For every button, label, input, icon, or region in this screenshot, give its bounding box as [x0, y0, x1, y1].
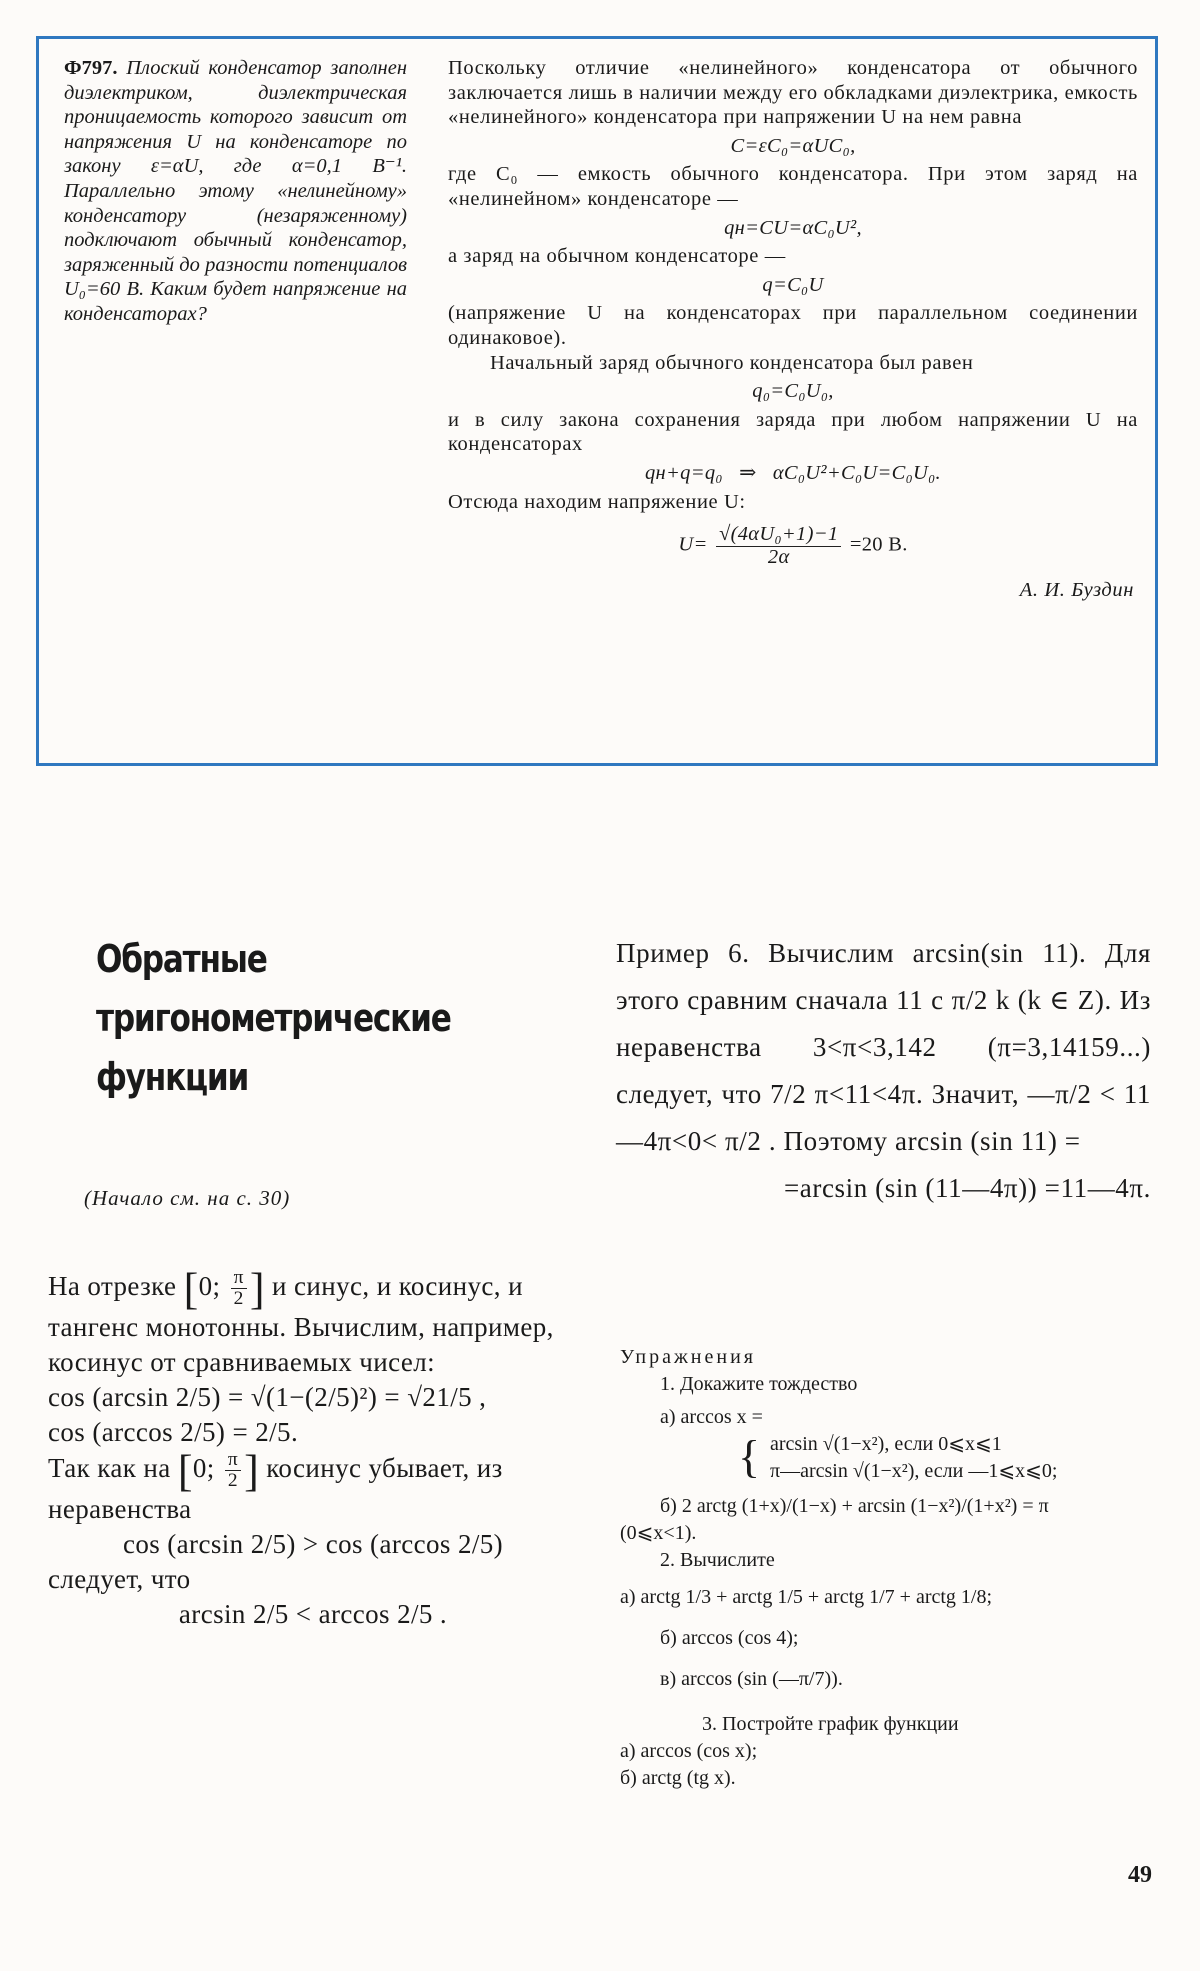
equation: C=εC₀=αUC₀,: [730, 134, 856, 157]
exercise: 2. Вычислите: [660, 1549, 775, 1571]
left-column: [48, 1264, 578, 1632]
cases: { arcsin √(1−x²), если 0⩽x⩽1 π—arcsin √(1−x²), если —1⩽x⩽0;: [620, 1431, 1165, 1485]
equation: qн+q=q₀ ⇒ αC₀U²+C₀U=C₀U₀.: [645, 461, 941, 484]
text: На отрезке: [48, 1271, 177, 1302]
exercise-item: а) arccos x =: [660, 1406, 763, 1428]
exercise-item: б) arctg (tg x).: [620, 1767, 736, 1789]
continuation-note: (Начало см. на с. 30): [84, 1186, 291, 1210]
problem-number: Ф797.: [64, 57, 118, 79]
example-result: =arcsin (sin (11—4π)) =11—4π.: [783, 1173, 1151, 1203]
exercise-item: а) arctg 1/3 + arctg 1/5 + arctg 1/7 + arctg 1/8;: [620, 1586, 993, 1608]
title-line: Обратные: [96, 937, 267, 981]
problem-text: Плоский конденсатор заполнен диэлектриком, диэлектрическая проницаемость которого зависит от напряжения U на конденсаторе по закону ε=αU, где α=0,1 В⁻¹. Параллельно этому «нелинейному» конденсатору (незаряженному) подключают обычный конденсатор, заряженный до разности потенциалов U₀=60 В. Каким будет напряжение на конденсаторах?: [64, 57, 408, 325]
solution-paragraph: Отсюда находим напряжение U:: [448, 490, 746, 513]
interval: [0; $\frac{\pi}{2}$ ]: [183, 1264, 265, 1314]
exercise-item: в) arccos (sin (—π/7)).: [660, 1668, 843, 1690]
case: π—arcsin √(1−x²), если —1⩽x⩽0;: [770, 1460, 1058, 1482]
fraction-numerator: √(4αU₀+1)−1: [716, 524, 841, 547]
exercise-item: а) arccos (cos x);: [620, 1740, 758, 1762]
title-line: тригонометрические: [96, 996, 451, 1040]
text: косинус убывает, из неравенства: [48, 1452, 503, 1524]
exercises-heading: Упражнения: [620, 1346, 756, 1368]
solution-paragraph: Начальный заряд обычного конденсатора был равен: [490, 351, 974, 374]
interval: [0; $\frac{\pi}{2}$ ]: [177, 1446, 260, 1496]
equation-result: [448, 524, 1138, 568]
exercise-item: б) arccos (cos 4);: [660, 1627, 799, 1649]
solution-paragraph: Поскольку отличие «нелинейного» конденсатора от обычного заключается лишь в наличии между его обкладками диэлектрика, емкость «нелинейного» конденсатора при напряжении U на нем равна: [448, 57, 1138, 129]
case: arcsin √(1−x²), если 0⩽x⩽1: [770, 1433, 1002, 1455]
equation-lhs: U=: [678, 533, 708, 556]
title-line: функции: [96, 1055, 249, 1099]
exercise-condition: (0⩽x<1).: [620, 1522, 697, 1544]
right-column: [616, 930, 1151, 1212]
equation: q₀=C₀U₀,: [752, 380, 834, 403]
exercise-item: б) 2 arctg (1+x)/(1−x) + arcsin (1−x²)/(1+x²) = π: [660, 1495, 1049, 1517]
fraction-denominator: 2α: [767, 545, 790, 568]
exercise: 3. Постройте график функции: [702, 1713, 959, 1735]
solution-paragraph: где C₀ — емкость обычного конденсатора. При этом заряд на «нелинейном» конденсаторе —: [448, 163, 1138, 210]
fraction: [716, 524, 841, 568]
text: следует, что: [48, 1563, 191, 1594]
formula: cos (arcsin 2/5) = √(1−(2/5)²) = √21/5 ,: [48, 1381, 487, 1412]
text: и синус, и косинус, и тангенс монотонны. Вычислим, например, косинус от сравниваемых чисел:: [48, 1271, 554, 1377]
formula: cos (arccos 2/5) = 2/5.: [48, 1416, 299, 1447]
page-number: 49: [1128, 1862, 1152, 1888]
formula: cos (arcsin 2/5) > cos (arccos 2/5): [122, 1528, 504, 1559]
exercise: 1. Докажите тождество: [660, 1373, 858, 1395]
equation: q=C₀U: [762, 273, 824, 296]
example-text: Пример 6. Вычислим arcsin(sin 11). Для этого сравним сначала 11 с π/2 k (k ∈ Z). Из неравенства 3<π<3,142 (π=3,14159...) следует, что 7/2 π<11<4π. Значит, —π/2 < 11—4π<0< π/2 . Поэтому arcsin (sin 11) =: [616, 938, 1151, 1156]
equation: qн=CU=αC₀U²,: [724, 216, 862, 239]
equation-rhs: =20 В.: [849, 533, 908, 556]
text: Так как на: [48, 1452, 171, 1483]
solution: [448, 56, 1138, 603]
article-title: [96, 930, 451, 1107]
solution-paragraph: а заряд на обычном конденсаторе —: [448, 245, 786, 268]
solution-paragraph: (напряжение U на конденсаторах при параллельном соединении одинаковое).: [448, 302, 1138, 349]
formula: arcsin 2/5 < arccos 2/5 .: [178, 1598, 448, 1629]
author: А. И. Буздин: [1019, 579, 1134, 602]
problem-statement: [64, 56, 407, 327]
solution-paragraph: и в силу закона сохранения заряда при любом напряжении U на конденсаторах: [448, 408, 1138, 456]
exercises: [620, 1344, 1165, 1792]
